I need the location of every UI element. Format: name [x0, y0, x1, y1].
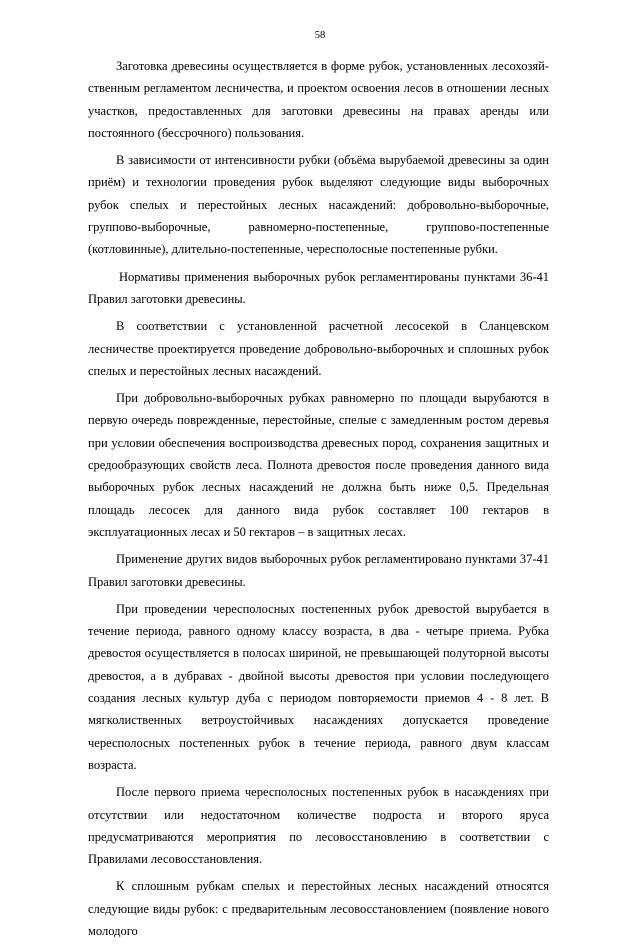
paragraph: При проведении чересполосных постепенных рубок древостой вырубается в течение периода, равного одному классу возраста, в два - четыре приема. Рубка древостоя осуществляется в полосах шириной, не превышающей полуторной высоты древостоя, а в дубравах - двойной высоты древостоя при условии последующего создания лесных культур дуба с периодом повторяемости приемов 4 - 8 лет. В мягколиственных ветроустойчивых насаждениях допускается проведение чересполосных постепенных рубок в течение периода, равного двум классам возраста.	[88, 601, 549, 772]
document-body	[88, 55, 549, 947]
paragraph: Применение других видов выборочных рубок регламентировано пунктами 37-41 Правил заготовки древесины.	[88, 552, 549, 589]
paragraph: В соответствии с установленной расчетной лесосекой в Сланцевском лесничестве проектируется проведение добровольно-выборочных и сплошных рубок спелых и перестойных лесных насаждений.	[88, 319, 549, 378]
paragraph: Нормативы применения выборочных рубок регламентированы пунктами 36-41 Правил заготовки древесины.	[88, 269, 549, 306]
paragraph: При добровольно-выборочных рубках равномерно по площади вырубаются в первую очередь поврежденные, перестойные, спелые с замедленным ростом деревья при условии обеспечения воспроизводства древесных пород, сохранения защитных и средообразующих свойств леса. Полнота древостоя после проведения данного вида выборочных рубок лесных насаждений не должна быть ниже 0,5. Предельная площадь лесосек для данного вида рубок составляет 100 гектаров в эксплуатационных лесах и 50 гектаров – в защитных лесах.	[88, 391, 549, 539]
paragraph: После первого приема чересполосных постепенных рубок в насаждениях при отсутствии или недостаточном количестве подроста и второго яруса предусматриваются мероприятия по лесовосстановлению в соответствии с Правилами лесовосстановления.	[88, 785, 549, 867]
paragraph: В зависимости от интенсивности рубки (объёма вырубаемой древесины за один приём) и технологии проведения рубок выделяют следующие виды выборочных рубок спелых и перестойных лесных насаждений: добровольно-выборочные, группово-выборочные, равномерно-постепенные, группово-постепенные (котловинные), длительно-постепенные, чересполосные постепенные рубки.	[88, 153, 549, 257]
page-number: 58	[314, 30, 326, 41]
paragraph: Заготовка древесины осуществляется в форме рубок, установленных лесохозяйственным регламентом лесничества, и проектом освоения лесов в отношении лесных участков, предоставленных для заготовки древесины на правах аренды или постоянного (бессрочного) пользования.	[88, 59, 549, 140]
paragraph: К сплошным рубкам спелых и перестойных лесных насаждений относятся следующие виды рубок: с предварительным лесовосстановлением (появление нового молодого	[88, 879, 549, 938]
